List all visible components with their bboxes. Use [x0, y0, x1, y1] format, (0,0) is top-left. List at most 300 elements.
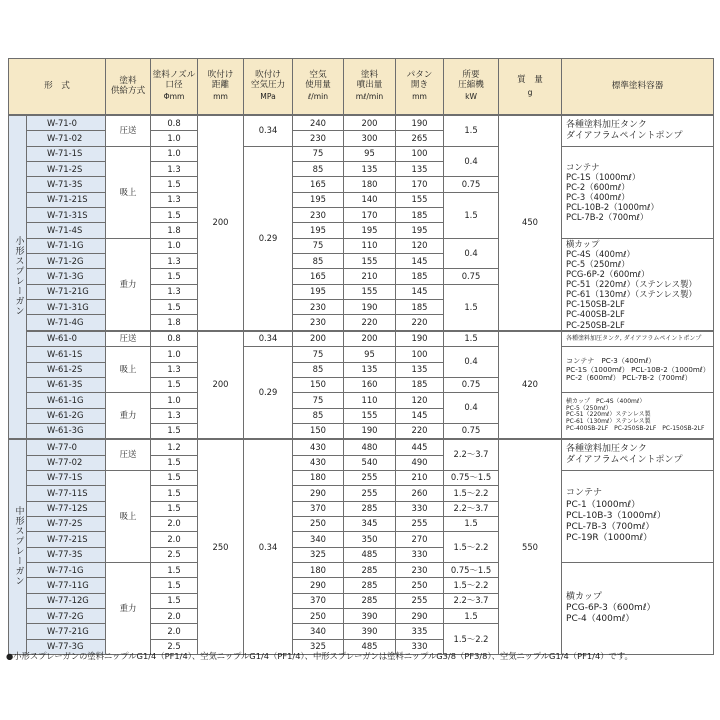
- container-line: PC-5（250mℓ）: [566, 404, 612, 412]
- paint-cell-text: 480: [361, 441, 378, 452]
- nozzle-cell: [151, 238, 198, 253]
- air-cell: [293, 624, 344, 639]
- model-cell: [27, 624, 106, 639]
- compressor-cell: [444, 593, 499, 608]
- nozzle-cell: [151, 146, 198, 161]
- air-cell: [293, 593, 344, 608]
- pattern-cell-text: 120: [411, 394, 428, 405]
- model-cell: [27, 501, 106, 516]
- container-line: 横カップ PC-4S（400mℓ）: [566, 398, 646, 406]
- nozzle-cell-text: 1.5: [167, 595, 181, 606]
- paint-cell-text: 285: [361, 579, 378, 590]
- pattern-cell-text: 190: [411, 117, 428, 128]
- container-line: PC-2（600mℓ） PCL-7B-2（700mℓ）: [566, 372, 692, 382]
- compressor-cell-text: 1.5～2.2: [453, 579, 489, 590]
- paint-cell-text: 200: [361, 117, 378, 128]
- supply-cell-text: 重力: [119, 410, 137, 421]
- header-unit: ℓ/min: [308, 92, 329, 102]
- distance-cell-text: 200: [212, 217, 229, 228]
- paint-cell: [344, 393, 396, 408]
- air-cell: [293, 223, 344, 238]
- container-line: 各種塗料加圧タンク: [566, 119, 647, 130]
- mass-cell-text: 420: [522, 379, 539, 390]
- pattern-cell-text: 100: [411, 148, 428, 159]
- nozzle-cell-text: 1.2: [167, 441, 181, 452]
- nozzle-cell: [151, 347, 198, 362]
- model-cell-text: W-71-2S: [47, 163, 83, 174]
- model-cell-text: W-77-3G: [47, 641, 84, 652]
- container-line: コンテナ: [566, 161, 600, 172]
- model-cell: [27, 486, 106, 501]
- nozzle-cell-text: 1.3: [167, 410, 181, 421]
- paint-cell: [344, 331, 396, 347]
- model-cell-text: W-61-0: [47, 333, 77, 344]
- nozzle-cell-text: 1.8: [167, 224, 181, 235]
- air-cell-text: 230: [310, 301, 327, 312]
- paint-cell: [344, 562, 396, 577]
- model-cell-text: W-77-1G: [47, 564, 84, 575]
- model-cell: [27, 192, 106, 207]
- compressor-cell: [444, 393, 499, 424]
- pattern-cell: [396, 254, 444, 269]
- pattern-cell-text: 145: [411, 286, 428, 297]
- model-cell: [27, 208, 106, 223]
- compressor-cell-text: 1.5: [464, 209, 478, 220]
- container-cell: [562, 146, 714, 238]
- container-line: PCL-7B-3（700mℓ）: [566, 522, 655, 533]
- nozzle-cell: [151, 192, 198, 207]
- pattern-cell-text: 260: [411, 487, 428, 498]
- nozzle-cell: [151, 208, 198, 223]
- paint-cell-text: 160: [361, 379, 378, 390]
- pattern-cell-text: 250: [411, 579, 428, 590]
- compressor-cell-text: 2.2～3.7: [453, 449, 489, 460]
- compressor-cell-text: 1.5: [464, 610, 478, 621]
- compressor-cell: [444, 177, 499, 192]
- header-cell: [198, 59, 244, 116]
- paint-cell-text: 190: [361, 425, 378, 436]
- category-label: 中形スプレーガン: [13, 506, 24, 586]
- model-cell: [27, 115, 106, 131]
- header-label: 標準塗料容器: [611, 80, 664, 91]
- nozzle-cell: [151, 501, 198, 516]
- air-cell-text: 290: [310, 487, 327, 498]
- container-cell: [562, 470, 714, 562]
- header-label: 塗料 供給方式: [110, 76, 146, 96]
- container-cell: [562, 393, 714, 440]
- nozzle-cell-text: 1.5: [167, 579, 181, 590]
- container-line: 各種塗料加圧タンク, ダイアフラムペイントポンプ: [566, 334, 702, 342]
- table-row: [9, 238, 714, 253]
- category-cell: [9, 115, 27, 439]
- nozzle-cell: [151, 177, 198, 192]
- paint-cell-text: 195: [361, 224, 378, 235]
- supply-cell: [106, 238, 151, 331]
- compressor-cell: [444, 532, 499, 563]
- air-cell: [293, 300, 344, 315]
- nozzle-cell-text: 0.8: [167, 117, 181, 128]
- table-row: [9, 347, 714, 362]
- header-unit: mm: [213, 92, 228, 102]
- container-line: PC-61（130mℓ）（ステンレス製）: [566, 289, 697, 300]
- paint-cell-text: 485: [361, 641, 378, 652]
- pressure-cell-text: 0.29: [258, 232, 278, 243]
- paint-cell-text: 155: [361, 286, 378, 297]
- air-cell: [293, 609, 344, 624]
- paint-cell: [344, 238, 396, 253]
- container-line: 横カップ: [566, 238, 600, 249]
- nozzle-cell-text: 1.5: [167, 487, 181, 498]
- compressor-cell: [444, 562, 499, 577]
- compressor-cell-text: 0.75～1.5: [450, 472, 492, 483]
- nozzle-cell-text: 1.3: [167, 286, 181, 297]
- header-unit: mℓ/min: [355, 92, 384, 102]
- header-unit: Φmm: [163, 92, 185, 102]
- air-cell: [293, 393, 344, 408]
- nozzle-cell: [151, 393, 198, 408]
- container-line: PC-1S（1000mℓ）: [566, 172, 641, 183]
- pattern-cell: [396, 609, 444, 624]
- model-cell: [27, 439, 106, 455]
- header-label: 吹付け 距離: [207, 70, 234, 90]
- model-cell: [27, 362, 106, 377]
- pattern-cell-text: 255: [411, 518, 428, 529]
- compressor-cell: [444, 486, 499, 501]
- nozzle-cell: [151, 578, 198, 593]
- paint-cell-text: 345: [361, 518, 378, 529]
- air-cell: [293, 347, 344, 362]
- pattern-cell: [396, 624, 444, 639]
- paint-cell-text: 390: [361, 625, 378, 636]
- nozzle-cell-text: 1.3: [167, 194, 181, 205]
- header-label: 塗料 噴出量: [356, 70, 383, 90]
- pattern-cell: [396, 238, 444, 253]
- model-cell: [27, 238, 106, 253]
- container-cell: [562, 439, 714, 470]
- air-cell: [293, 131, 344, 146]
- compressor-cell: [444, 146, 499, 177]
- paint-cell: [344, 192, 396, 207]
- air-cell-text: 340: [310, 533, 327, 544]
- pattern-cell: [396, 131, 444, 146]
- pattern-cell-text: 185: [411, 301, 428, 312]
- supply-cell: [106, 146, 151, 238]
- nozzle-cell-text: 1.5: [167, 301, 181, 312]
- compressor-cell-text: 2.2～3.7: [453, 503, 489, 514]
- model-cell-text: W-77-21G: [47, 625, 89, 636]
- air-cell: [293, 501, 344, 516]
- supply-cell-text: 吸上: [119, 364, 137, 375]
- model-cell: [27, 455, 106, 470]
- air-cell-text: 250: [310, 610, 327, 621]
- pattern-cell-text: 330: [411, 641, 428, 652]
- pattern-cell-text: 255: [411, 595, 428, 606]
- air-cell-text: 325: [310, 549, 327, 560]
- model-cell: [27, 223, 106, 238]
- compressor-cell: [444, 284, 499, 331]
- air-cell-text: 340: [310, 625, 327, 636]
- pattern-cell-text: 135: [411, 364, 428, 375]
- container-line: PC-51（220mℓ）ステンレス製: [566, 411, 651, 419]
- supply-cell: [106, 470, 151, 562]
- pressure-cell: [244, 115, 293, 146]
- pressure-cell: [244, 439, 293, 654]
- paint-cell: [344, 131, 396, 146]
- nozzle-cell: [151, 609, 198, 624]
- container-line: PC-4S（400mℓ）: [566, 249, 635, 259]
- air-cell: [293, 362, 344, 377]
- air-cell: [293, 162, 344, 177]
- compressor-cell: [444, 423, 499, 439]
- table-row: [9, 562, 714, 577]
- compressor-cell-text: 1.5～2.2: [453, 541, 489, 552]
- air-cell: [293, 284, 344, 299]
- compressor-cell-text: 1.5～2.2: [453, 487, 489, 498]
- air-cell-text: 290: [310, 579, 327, 590]
- nozzle-cell-text: 1.3: [167, 255, 181, 266]
- mass-cell: [499, 331, 562, 439]
- pattern-cell-text: 290: [411, 610, 428, 621]
- nozzle-cell-text: 1.5: [167, 209, 181, 220]
- pattern-cell: [396, 547, 444, 562]
- pattern-cell: [396, 300, 444, 315]
- paint-cell-text: 95: [364, 148, 375, 159]
- paint-cell: [344, 115, 396, 131]
- container-line: PC-400SB-2LF PC-250SB-2LF PC-150SB-2LF: [566, 424, 705, 432]
- paint-cell-text: 110: [361, 240, 378, 251]
- nozzle-cell: [151, 455, 198, 470]
- nozzle-cell-text: 2.5: [167, 549, 181, 560]
- air-cell-text: 85: [312, 163, 324, 174]
- air-cell: [293, 455, 344, 470]
- air-cell-text: 180: [310, 472, 327, 483]
- model-cell: [27, 547, 106, 562]
- nozzle-cell: [151, 115, 198, 131]
- nozzle-cell: [151, 223, 198, 238]
- paint-cell: [344, 377, 396, 392]
- compressor-cell-text: 0.4: [464, 247, 478, 258]
- model-cell: [27, 269, 106, 284]
- supply-cell: [106, 347, 151, 393]
- paint-cell-text: 95: [364, 348, 375, 359]
- container-line: PC-4（400mℓ）: [566, 614, 635, 625]
- paint-cell: [344, 470, 396, 485]
- model-cell-text: W-71-4G: [47, 317, 84, 328]
- header-row: [9, 59, 714, 116]
- pattern-cell-text: 100: [411, 348, 428, 359]
- air-cell-text: 230: [310, 132, 327, 143]
- paint-cell-text: 300: [361, 132, 378, 143]
- paint-cell: [344, 223, 396, 238]
- pattern-cell: [396, 177, 444, 192]
- compressor-cell: [444, 578, 499, 593]
- header-cell: [151, 59, 198, 116]
- model-cell-text: W-71-02: [47, 132, 83, 143]
- compressor-cell: [444, 439, 499, 470]
- paint-cell: [344, 254, 396, 269]
- pattern-cell-text: 145: [411, 410, 428, 421]
- pattern-cell: [396, 347, 444, 362]
- nozzle-cell-text: 2.0: [167, 533, 181, 544]
- footnote: ●小形スプレーガンの塗料ニップルG1/4（PF1/4）、空気ニップルG1/4（PF1/4）、中形スプレーガンは塗料ニップルG3/8（PF3/8）、空気ニップルG1/4（PF1/4）です。: [6, 651, 633, 661]
- pattern-cell: [396, 393, 444, 408]
- nozzle-cell-text: 2.0: [167, 610, 181, 621]
- pattern-cell-text: 170: [411, 178, 428, 189]
- model-cell: [27, 393, 106, 408]
- pattern-cell-text: 335: [411, 625, 428, 636]
- paint-cell-text: 220: [361, 317, 378, 328]
- air-cell: [293, 377, 344, 392]
- pattern-cell: [396, 362, 444, 377]
- nozzle-cell-text: 1.5: [167, 425, 181, 436]
- air-cell-text: 200: [310, 333, 327, 344]
- compressor-cell: [444, 470, 499, 485]
- table-row: [9, 331, 714, 347]
- nozzle-cell: [151, 593, 198, 608]
- compressor-cell-text: 1.5: [464, 301, 478, 312]
- mass-cell: [499, 439, 562, 654]
- model-cell: [27, 470, 106, 485]
- air-cell-text: 430: [310, 457, 327, 468]
- paint-cell: [344, 177, 396, 192]
- mass-cell: [499, 115, 562, 331]
- model-cell-text: W-71-31S: [47, 209, 88, 220]
- air-cell: [293, 315, 344, 331]
- paint-cell: [344, 362, 396, 377]
- nozzle-cell: [151, 254, 198, 269]
- pattern-cell-text: 220: [411, 425, 428, 436]
- nozzle-cell-text: 2.5: [167, 641, 181, 652]
- model-cell-text: W-71-1S: [47, 148, 83, 159]
- compressor-cell-text: 1.5: [464, 518, 478, 529]
- nozzle-cell-text: 1.5: [167, 379, 181, 390]
- paint-cell: [344, 501, 396, 516]
- pattern-cell-text: 145: [411, 255, 428, 266]
- nozzle-cell-text: 1.0: [167, 148, 181, 159]
- pattern-cell-text: 330: [411, 549, 428, 560]
- model-cell-text: W-77-11G: [47, 579, 89, 590]
- pressure-cell-text: 0.34: [258, 333, 278, 344]
- model-cell: [27, 162, 106, 177]
- supply-cell-text: 圧送: [119, 125, 137, 136]
- air-cell-text: 75: [312, 240, 324, 251]
- nozzle-cell: [151, 300, 198, 315]
- nozzle-cell: [151, 331, 198, 347]
- nozzle-cell-text: 2.0: [167, 625, 181, 636]
- paint-cell-text: 170: [361, 209, 378, 220]
- category-cell: [9, 439, 27, 654]
- air-cell: [293, 269, 344, 284]
- model-cell: [27, 408, 106, 423]
- nozzle-cell: [151, 315, 198, 331]
- nozzle-cell-text: 1.5: [167, 457, 181, 468]
- container-line: PCL-7B-2（700mℓ）: [566, 212, 649, 223]
- supply-cell-text: 吸上: [119, 186, 137, 197]
- compressor-cell: [444, 501, 499, 516]
- paint-cell-text: 255: [361, 487, 378, 498]
- model-cell: [27, 516, 106, 531]
- model-cell-text: W-71-3G: [47, 270, 84, 281]
- model-cell: [27, 254, 106, 269]
- model-cell: [27, 315, 106, 331]
- model-cell-text: W-77-2S: [47, 518, 83, 529]
- supply-cell-text: 重力: [119, 278, 137, 289]
- mass-cell-text: 550: [522, 541, 539, 552]
- air-cell-text: 230: [310, 317, 327, 328]
- air-cell: [293, 192, 344, 207]
- nozzle-cell: [151, 624, 198, 639]
- air-cell: [293, 562, 344, 577]
- container-line: PC-250SB-2LF: [566, 319, 625, 330]
- paint-cell-text: 350: [361, 533, 378, 544]
- nozzle-cell: [151, 532, 198, 547]
- compressor-cell: [444, 347, 499, 378]
- paint-cell-text: 190: [361, 301, 378, 312]
- pattern-cell-text: 185: [411, 209, 428, 220]
- paint-cell-text: 180: [361, 178, 378, 189]
- compressor-cell: [444, 192, 499, 238]
- model-cell: [27, 578, 106, 593]
- pattern-cell-text: 270: [411, 533, 428, 544]
- air-cell: [293, 547, 344, 562]
- pattern-cell: [396, 377, 444, 392]
- nozzle-cell-text: 1.5: [167, 503, 181, 514]
- model-cell-text: W-77-11S: [47, 487, 88, 498]
- distance-cell: [198, 331, 244, 439]
- container-line: ダイアフラムペイントポンプ: [566, 455, 683, 466]
- container-line: PC-1S（1000mℓ） PCL-10B-2（1000mℓ）: [566, 364, 710, 374]
- pressure-cell-text: 0.29: [258, 387, 278, 398]
- header-unit: g: [527, 87, 533, 97]
- compressor-cell-text: 2.2～3.7: [453, 595, 489, 606]
- model-cell: [27, 347, 106, 362]
- distance-cell: [198, 439, 244, 654]
- header-cell: [293, 59, 344, 116]
- nozzle-cell: [151, 547, 198, 562]
- pattern-cell: [396, 516, 444, 531]
- air-cell-text: 180: [310, 564, 327, 575]
- model-cell-text: W-77-02: [47, 457, 83, 468]
- air-cell: [293, 331, 344, 347]
- pattern-cell: [396, 578, 444, 593]
- paint-cell: [344, 516, 396, 531]
- paint-cell: [344, 408, 396, 423]
- model-cell-text: W-61-3G: [47, 425, 84, 436]
- container-line: PCG-6P-3（600mℓ）: [566, 602, 656, 613]
- paint-cell: [344, 624, 396, 639]
- air-cell: [293, 470, 344, 485]
- model-cell: [27, 423, 106, 439]
- pattern-cell: [396, 192, 444, 207]
- container-line: PC-61（130mℓ）ステンレス製: [566, 418, 651, 425]
- container-line: PC-1（1000mℓ）: [566, 499, 641, 510]
- header-cell: [344, 59, 396, 116]
- pattern-cell: [396, 315, 444, 331]
- model-cell: [27, 131, 106, 146]
- pattern-cell: [396, 501, 444, 516]
- pattern-cell-text: 195: [411, 224, 428, 235]
- model-cell-text: W-71-2G: [47, 255, 84, 266]
- paint-cell-text: 285: [361, 595, 378, 606]
- air-cell-text: 370: [310, 503, 327, 514]
- air-cell-text: 195: [310, 224, 327, 235]
- air-cell-text: 195: [310, 194, 327, 205]
- header-cell: [444, 59, 499, 116]
- spec-table: [8, 58, 714, 655]
- header-cell: [499, 59, 562, 116]
- nozzle-cell-text: 1.0: [167, 240, 181, 251]
- header-label: 空気 使用量: [305, 70, 331, 90]
